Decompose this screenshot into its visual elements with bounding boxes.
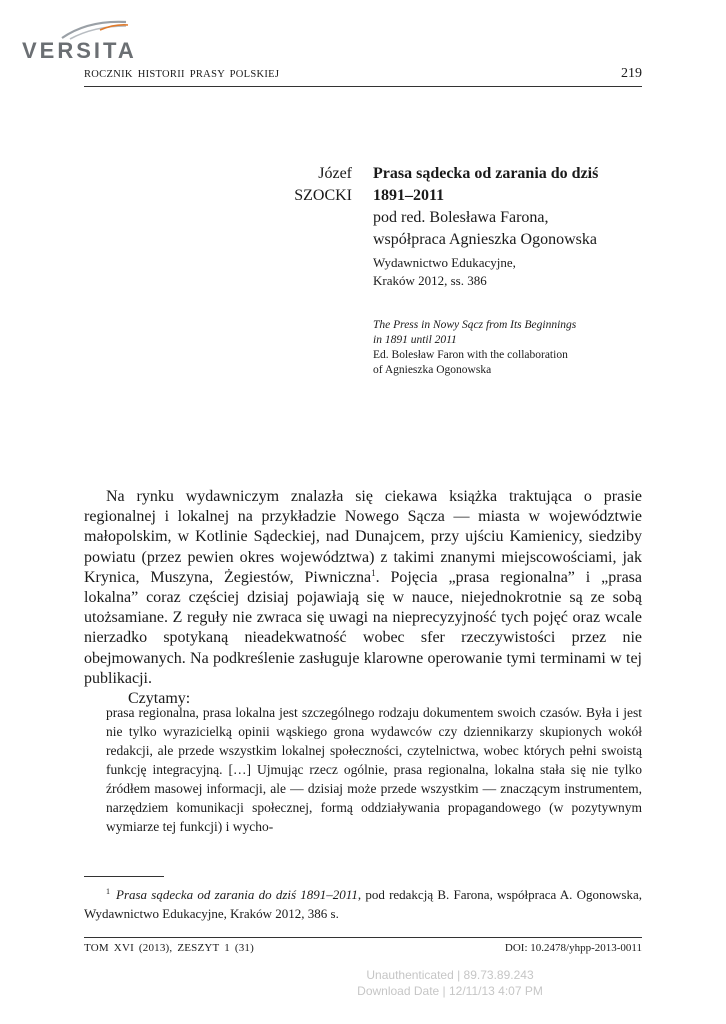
quote-text: prasa regionalna, prasa lokalna jest szczególnego rodzaju dokumentem swoich czasów. Była i jest nie tylko wyrazicielką opinii wąskiego grona wydawców czy dziennikarzy skupionych wokół redakcji, ale przede wszystkim lokalnej społeczności, czytelnictwa, wobec których pełni swoistą funkcję integracyjną. […] Ujmując rzecz ogólnie, prasa regionalna, lokalna stała się nie tylko źródłem masowej informacji, ale — dzisiaj może przede wszystkim — znaczącym instrumentem, narzędziem komunikacji społecznej, formą oddziaływania propagandowego (w pozytywnym wymiarze tej funkcji) i wycho-: [106, 705, 642, 834]
download-watermark: [300, 967, 600, 999]
book-publisher-line1: Wydawnictwo Edukacyjne,: [373, 255, 516, 270]
book-publisher-line2: Kraków 2012, ss. 386: [373, 273, 487, 288]
footnote-divider: [84, 876, 164, 877]
watermark-line1: Unauthenticated | 89.73.89.243: [366, 968, 534, 982]
page-number: 219: [621, 66, 642, 81]
english-title-line1: The Press in Nowy Sącz from Its Beginnings: [373, 319, 577, 331]
footer-divider: [84, 937, 642, 938]
volume-info: TOM XVI (2013), ZESZYT 1 (31): [84, 942, 254, 954]
journal-title: ROCZNIK HISTORII PRASY POLSKIEJ: [84, 69, 280, 80]
body-paragraph-part1: Na rynku wydawniczym znalazła się ciekawa książka traktująca o prasie regionalnej i lokalnej na przykładzie Nowego Sącza — miasta w województwie małopolskim, w Kotlinie Sądeckiej, nad Dunajcem, przy ujściu Kamienicy, siedziby powiatu (przez pewien okres województwa) z takimi znanymi miejscowościami, jak Krynica, Muszyna, Żegiestów, Piwniczna: [84, 488, 642, 586]
author-block: [230, 163, 352, 207]
english-editor-line1: Ed. Bolesław Faron with the collaboration: [373, 349, 568, 361]
swoosh-icon: [60, 18, 130, 40]
body-paragraph-part2: . Pojęcia „prasa regionalna” i „prasa lokalna” coraz częściej dzisiaj pojawiają się w nauce, niejednokrotnie są ze sobą utożsamiane. Z reguły nie zwraca się uwagi na nieprecyzyjność tych pojęć oraz wcale nierzadko spotykaną nieadekwatność wobec sfer rzeczywistości przez nie obejmowanych. Na podkreślenie zasługuje klarowne operowanie tymi terminami w tej publikacji.: [84, 568, 642, 687]
logo-text: VERSITA: [22, 38, 137, 63]
footnote-book-title: Prasa sądecka od zarania do dziś 1891–2011: [116, 887, 358, 902]
body-text: [84, 487, 642, 709]
book-publisher: [373, 254, 673, 290]
english-editor-line2: of Agnieszka Ogonowska: [373, 364, 492, 376]
book-title-line2: 1891–2011: [373, 187, 445, 204]
versita-logo: [22, 18, 137, 66]
reviewed-book: [373, 163, 673, 290]
english-title-line2: in 1891 until 2011: [373, 334, 457, 346]
block-quote: [106, 703, 642, 836]
doi-link[interactable]: DOI: 10.2478/yhpp-2013-0011: [504, 942, 642, 954]
book-title-line1: Prasa sądecka od zarania do dziś: [373, 165, 599, 182]
author-first-name: Józef: [318, 165, 352, 182]
book-editor-line1: pod red. Bolesława Farona,: [373, 209, 549, 226]
watermark-line2: Download Date | 12/11/13 4:07 PM: [357, 984, 543, 998]
footnote-reference[interactable]: 1: [371, 567, 376, 578]
footnote: [84, 885, 642, 923]
english-title-block: [373, 318, 673, 378]
book-editor-line2: współpraca Agnieszka Ogonowska: [373, 231, 597, 248]
author-last-name: SZOCKI: [294, 187, 352, 204]
body-paragraph: [84, 487, 642, 689]
footnote-text: , pod redakcją B. Farona, współpraca A. Ogonowska, Wydawnictwo Edukacyjne, Kraków 2012, 386 s.: [84, 887, 642, 921]
czytamy-line: Czytamy:: [128, 690, 191, 708]
footnote-number: 1: [106, 887, 110, 896]
running-header: [84, 68, 642, 87]
